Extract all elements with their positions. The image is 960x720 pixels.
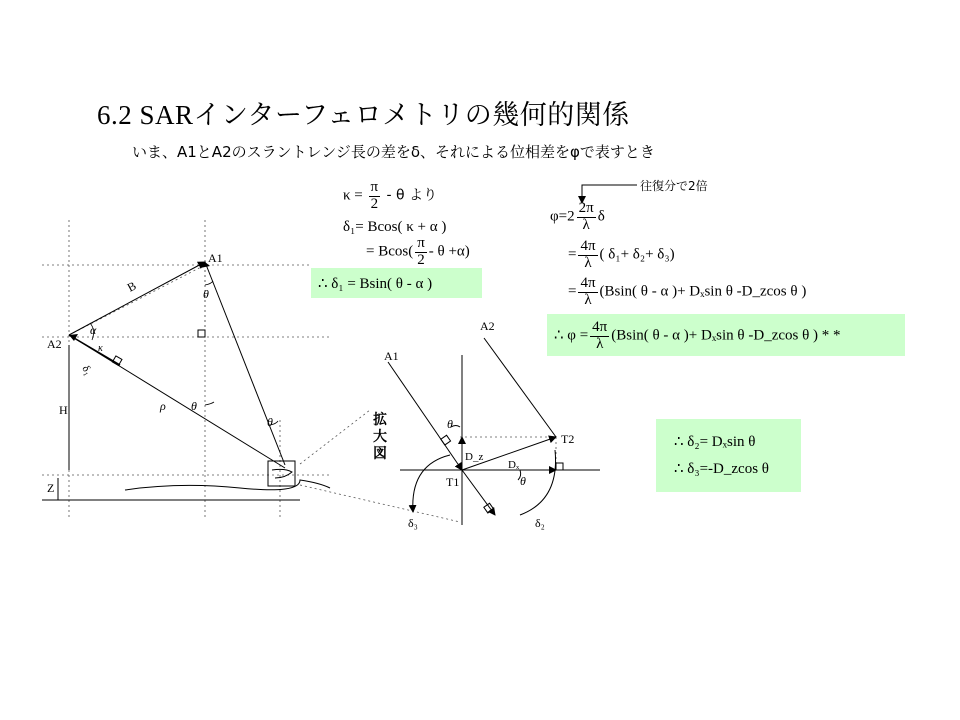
range-A1 bbox=[205, 262, 285, 465]
phi-result: ∴ φ = $\frac{4\pi}{\lambda}$ (Bsin( θ - α )+ Dₓsin θ -D_zcos θ ) * * bbox=[554, 319, 841, 352]
label-T2: T2 bbox=[561, 432, 575, 446]
label-theta-zoom-2: θ bbox=[520, 474, 526, 488]
label-delta3-zoom: δ₃ bbox=[408, 516, 418, 530]
label-B: B bbox=[124, 278, 139, 295]
label-Dx: Dₓ bbox=[508, 459, 520, 471]
label-rho: ρ bbox=[160, 399, 166, 413]
label-delta1: δ₁ bbox=[79, 363, 95, 378]
label-A1-zoom: A1 bbox=[384, 349, 399, 363]
right-angles bbox=[112, 330, 205, 365]
label-T1: T1 bbox=[446, 475, 460, 489]
intro-text: いま、A1とA2のスラントレンジ長の差をδ、それによる位相差をφで表すとき bbox=[132, 143, 655, 161]
label-theta-2: θ bbox=[191, 399, 197, 413]
delta1-equation-b: = Bcos( $\frac{\pi}{2}$ - θ +α) bbox=[366, 235, 470, 268]
label-theta-3: θ bbox=[267, 415, 273, 429]
label-A2-zoom: A2 bbox=[480, 319, 495, 333]
roundtrip-arrow bbox=[582, 185, 637, 203]
zoom-label: 拡大図 bbox=[373, 412, 387, 462]
range-A2 bbox=[69, 335, 285, 468]
guide-lines bbox=[42, 220, 556, 522]
label-A2: A2 bbox=[47, 337, 62, 351]
delta1-segment bbox=[69, 335, 120, 365]
zoom-box bbox=[268, 461, 295, 486]
delta1-equation-a: δ₁= Bcos( κ + α ) bbox=[343, 219, 447, 235]
label-alpha: α bbox=[90, 323, 97, 337]
label-delta2-zoom: δ₂ bbox=[535, 516, 545, 530]
delta3-equation: ∴ δ₃=-D_zcos θ bbox=[674, 461, 769, 477]
main-lines bbox=[42, 262, 330, 500]
phi-equation-3: = $\frac{4\pi}{\lambda}$ (Bsin( θ - α )+ Dₓsin θ -D_zcos θ ) bbox=[568, 275, 807, 308]
page-title: 6.2 SARインターフェロメトリの幾何的関係 bbox=[97, 100, 630, 130]
diagram-text bbox=[47, 251, 574, 530]
angle-arcs bbox=[90, 278, 278, 425]
roundtrip-note: 往復分で2倍 bbox=[640, 179, 708, 193]
phi-equation-1: φ=2 $\frac{2\pi}{\lambda}$ δ bbox=[550, 200, 605, 233]
phi-equation-2: = $\frac{4\pi}{\lambda}$ ( δ₁+ δ₂+ δ₃) bbox=[568, 238, 675, 271]
label-A1: A1 bbox=[208, 251, 223, 265]
delta1-result: ∴ δ₁ = Bsin( θ - α ) bbox=[318, 276, 433, 292]
kappa-equation: κ = $\frac{\pi}{2}$ - θ より bbox=[343, 179, 438, 212]
terrain-zoom bbox=[272, 469, 292, 478]
label-H: H bbox=[59, 403, 68, 417]
label-theta-1: θ bbox=[203, 287, 209, 301]
label-kappa: κ bbox=[98, 343, 103, 354]
terrain bbox=[125, 480, 330, 490]
label-Dz: D_z bbox=[465, 451, 484, 463]
label-theta-zoom-1: θ bbox=[447, 417, 453, 431]
label-Z: Z bbox=[47, 481, 55, 495]
delta2-equation: ∴ δ₂= Dₓsin θ bbox=[674, 434, 756, 450]
